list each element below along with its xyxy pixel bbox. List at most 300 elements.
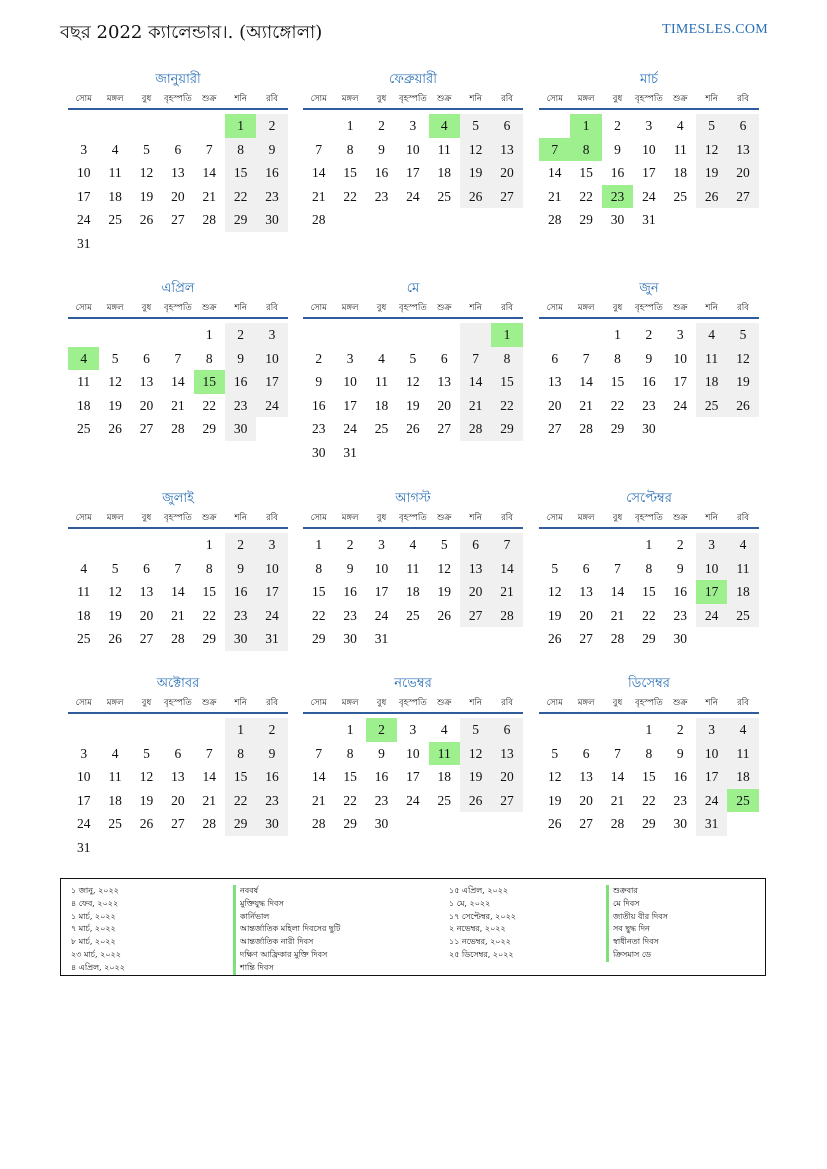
day-cell: 21 — [311, 188, 326, 204]
day-cell: 16 — [225, 580, 256, 604]
month-name: সেপ্টেম্বর — [626, 491, 672, 506]
legend-date: ১১ নভেম্বর, ২০২২ — [449, 937, 511, 947]
day-cell: 30 — [673, 631, 687, 647]
day-cell: 1 — [205, 537, 213, 552]
day-cell: 2 — [645, 327, 653, 342]
day-cell: 7 — [174, 560, 182, 576]
day-cell: 20 — [727, 161, 758, 185]
day-cell: 23 — [343, 607, 357, 623]
day-grid — [68, 114, 288, 256]
day-cell: 10 — [256, 557, 287, 581]
day-cell: 5 — [143, 141, 150, 157]
weekday-label: শুক্র — [202, 698, 217, 708]
day-grid — [303, 323, 523, 465]
day-cell: 5 — [440, 537, 448, 552]
day-cell: 20 — [579, 792, 593, 808]
day-cell: 19 — [139, 188, 154, 204]
day-cell: 27 — [171, 212, 185, 228]
day-cell: 17 — [406, 165, 420, 181]
day-cell: 3 — [80, 745, 88, 761]
holiday-day: 1 — [225, 114, 256, 138]
day-cell: 22 — [225, 185, 256, 209]
weekday-label: সোম — [75, 303, 92, 313]
day-cell: 14 — [579, 374, 593, 390]
weekday-label: মঙ্গল — [106, 513, 124, 523]
day-cell: 17 — [76, 188, 91, 204]
legend-holiday-name: শান্তি দিবস — [233, 962, 340, 975]
day-cell: 9 — [256, 742, 287, 766]
day-cell: 14 — [202, 769, 216, 785]
weekday-header — [68, 90, 288, 110]
day-cell: 9 — [614, 141, 621, 157]
day-cell: 7 — [614, 560, 621, 576]
day-cell: 18 — [696, 370, 727, 394]
weekday-label: শনি — [469, 94, 482, 104]
day-cell: 25 — [673, 188, 687, 204]
day-cell: 9 — [645, 350, 653, 366]
day-cell: 25 — [76, 631, 91, 647]
day-cell: 17 — [406, 769, 420, 785]
legend-date: ১ জানু, ২০২২ — [71, 886, 119, 895]
day-cell: 11 — [727, 742, 758, 766]
weekday-label: মঙ্গল — [106, 303, 124, 313]
day-cell: 31 — [343, 444, 357, 460]
weekday-label: বুধ — [376, 698, 387, 708]
weekday-label: রবি — [501, 513, 513, 523]
day-cell: 11 — [673, 141, 687, 157]
empty-day — [162, 114, 193, 138]
day-cell: 1 — [205, 327, 213, 342]
month-name: নভেম্বর — [394, 676, 432, 691]
weekday-header — [539, 509, 759, 529]
weekday-label: রবি — [501, 698, 513, 708]
empty-day — [99, 533, 130, 557]
day-cell: 5 — [727, 323, 758, 347]
day-cell: 20 — [579, 607, 593, 623]
day-cell: 26 — [460, 185, 491, 209]
weekday-label: সোম — [546, 94, 563, 104]
day-cell: 24 — [76, 816, 91, 832]
weekday-label: বুধ — [141, 94, 152, 104]
day-cell: 11 — [108, 769, 122, 785]
day-grid — [303, 533, 523, 651]
empty-day — [162, 718, 193, 742]
weekday-label: বুধ — [612, 303, 623, 313]
day-cell: 2 — [614, 118, 621, 133]
weekday-label: মঙ্গল — [577, 513, 595, 523]
day-cell: 28 — [202, 212, 216, 228]
weekday-label: রবি — [501, 303, 513, 313]
day-cell: 3 — [409, 118, 417, 133]
day-cell: 22 — [343, 792, 357, 808]
holiday-day: 25 — [727, 789, 758, 813]
day-cell: 16 — [673, 584, 687, 600]
empty-day — [539, 323, 570, 347]
weekday-header — [303, 694, 523, 714]
month-name: এপ্রিল — [161, 281, 195, 296]
weekday-label: বুধ — [612, 698, 623, 708]
weekday-label: সোম — [546, 513, 563, 523]
weekday-label: শনি — [705, 513, 718, 523]
legend-date: ১৭ সেপ্টেম্বর, ২০২২ — [449, 911, 516, 921]
day-cell: 2 — [256, 114, 287, 138]
weekday-header — [68, 299, 288, 319]
day-cell: 24 — [406, 792, 420, 808]
day-cell: 9 — [676, 560, 684, 576]
day-cell: 13 — [171, 165, 185, 181]
day-cell: 8 — [205, 560, 213, 576]
day-cell: 13 — [139, 374, 154, 390]
day-cell: 7 — [614, 745, 621, 761]
day-cell: 25 — [108, 212, 122, 228]
weekday-label: শুক্র — [202, 303, 217, 313]
month-calendar — [68, 70, 288, 256]
weekday-label: শুক্র — [437, 698, 452, 708]
day-cell: 17 — [673, 374, 687, 390]
day-cell: 8 — [491, 347, 522, 371]
legend-date: ৮ মার্চ, ২০২২ — [71, 937, 116, 947]
weekday-label: সোম — [310, 513, 327, 523]
day-cell: 5 — [143, 745, 150, 761]
weekday-label: সোম — [310, 303, 327, 313]
holiday-day: 1 — [491, 323, 522, 347]
day-cell: 8 — [645, 745, 653, 761]
day-cell: 28 — [460, 417, 491, 441]
day-grid — [303, 718, 523, 836]
day-grid — [539, 718, 759, 836]
day-cell: 18 — [673, 165, 687, 181]
day-cell: 13 — [579, 769, 593, 785]
day-cell: 16 — [374, 769, 389, 785]
weekday-label: মঙ্গল — [341, 513, 359, 523]
day-cell: 26 — [696, 185, 727, 209]
legend-holiday-name: সব ছুদ্ধ দিন — [606, 923, 668, 936]
holiday-legend — [60, 878, 766, 976]
day-cell: 3 — [696, 718, 727, 742]
day-cell: 26 — [139, 816, 154, 832]
legend-date: ১ মার্চ, ২০২২ — [71, 911, 116, 921]
day-cell: 12 — [460, 742, 491, 766]
weekday-label: শুক্র — [437, 303, 452, 313]
day-cell: 9 — [225, 557, 256, 581]
day-cell: 26 — [406, 421, 420, 437]
day-cell: 22 — [202, 397, 216, 413]
day-cell: 23 — [642, 397, 656, 413]
holiday-day: 7 — [539, 138, 570, 162]
day-cell: 4 — [727, 718, 758, 742]
day-cell: 10 — [343, 374, 357, 390]
day-cell: 12 — [727, 347, 758, 371]
day-cell: 8 — [225, 138, 256, 162]
day-cell: 5 — [111, 560, 119, 576]
day-cell: 30 — [343, 631, 357, 647]
day-cell: 10 — [696, 557, 727, 581]
day-cell: 10 — [696, 742, 727, 766]
day-cell: 24 — [642, 188, 656, 204]
day-cell: 5 — [460, 718, 491, 742]
day-cell: 19 — [108, 607, 122, 623]
day-cell: 23 — [225, 394, 256, 418]
legend-right-dates — [449, 885, 516, 962]
day-cell: 14 — [547, 165, 562, 181]
day-cell: 29 — [343, 816, 357, 832]
day-cell: 20 — [547, 397, 562, 413]
weekday-header — [539, 90, 759, 110]
weekday-label: বৃহস্পতি — [634, 513, 663, 523]
weekday-label: সোম — [75, 698, 92, 708]
weekday-header — [539, 299, 759, 319]
weekday-label: সোম — [75, 94, 92, 104]
legend-holiday-name: মে দিবস — [606, 898, 668, 911]
weekday-label: মঙ্গল — [577, 94, 595, 104]
weekday-label: শনি — [469, 303, 482, 313]
month-name: জানুয়ারী — [155, 72, 201, 87]
day-cell: 16 — [642, 374, 656, 390]
day-cell: 9 — [256, 138, 287, 162]
holiday-day: 4 — [429, 114, 460, 138]
day-cell: 15 — [579, 165, 593, 181]
weekday-label: রবি — [501, 94, 513, 104]
empty-day — [194, 114, 225, 138]
empty-day — [570, 323, 601, 347]
day-cell: 6 — [582, 745, 590, 761]
day-cell: 23 — [225, 604, 256, 628]
empty-day — [99, 323, 130, 347]
day-cell: 18 — [108, 188, 122, 204]
month-calendar — [539, 70, 759, 232]
weekday-label: শুক্র — [673, 303, 688, 313]
day-cell: 4 — [676, 118, 684, 133]
weekday-label: বৃহস্পতি — [398, 513, 427, 523]
day-cell: 20 — [437, 397, 451, 413]
weekday-label: শনি — [234, 94, 247, 104]
empty-day — [460, 323, 491, 347]
weekday-label: রবি — [266, 698, 278, 708]
day-cell: 8 — [645, 560, 653, 576]
empty-day — [131, 114, 162, 138]
weekday-label: সোম — [75, 513, 92, 523]
month-calendar — [303, 70, 523, 232]
day-cell: 1 — [346, 722, 354, 737]
day-cell: 22 — [343, 188, 357, 204]
day-cell: 6 — [582, 560, 590, 576]
legend-date: ১ মে, ২০২২ — [449, 898, 491, 908]
day-cell: 14 — [311, 165, 326, 181]
day-cell: 2 — [225, 323, 256, 347]
day-cell: 21 — [491, 580, 522, 604]
day-cell: 27 — [727, 185, 758, 209]
weekday-label: শনি — [469, 513, 482, 523]
day-cell: 30 — [311, 444, 326, 460]
day-cell: 23 — [374, 188, 389, 204]
day-cell: 18 — [76, 397, 91, 413]
day-cell: 13 — [437, 374, 451, 390]
day-cell: 27 — [437, 421, 451, 437]
day-cell: 24 — [406, 188, 420, 204]
legend-holiday-name: দক্ষিণ আফ্রিকার মুক্তি দিবস — [233, 949, 340, 962]
day-cell: 27 — [579, 816, 593, 832]
day-cell: 29 — [202, 421, 216, 437]
day-cell: 15 — [225, 765, 256, 789]
day-cell: 22 — [610, 397, 625, 413]
weekday-label: রবি — [266, 513, 278, 523]
day-cell: 1 — [614, 327, 621, 342]
day-cell: 13 — [171, 769, 185, 785]
day-cell: 28 — [610, 816, 625, 832]
empty-day — [539, 718, 570, 742]
day-cell: 3 — [676, 327, 684, 342]
weekday-label: বৃহস্পতি — [634, 698, 663, 708]
weekday-label: মঙ্গল — [106, 698, 124, 708]
month-calendar — [539, 279, 759, 441]
day-cell: 24 — [343, 421, 357, 437]
day-cell: 18 — [374, 397, 389, 413]
weekday-label: বৃহস্পতি — [163, 698, 192, 708]
day-cell: 26 — [139, 212, 154, 228]
empty-day — [68, 533, 99, 557]
day-cell: 3 — [378, 537, 385, 552]
legend-holiday-name: আন্তর্জাতিক মহিলা দিবসের ছুটি — [233, 923, 340, 936]
day-cell: 9 — [346, 560, 354, 576]
day-cell: 10 — [76, 769, 91, 785]
day-cell: 26 — [437, 607, 451, 623]
day-cell: 12 — [108, 374, 122, 390]
day-cell: 25 — [437, 792, 451, 808]
empty-day — [602, 533, 633, 557]
day-cell: 18 — [727, 765, 758, 789]
month-name: আগস্ট — [395, 491, 431, 506]
day-cell: 17 — [256, 370, 287, 394]
day-cell: 19 — [460, 161, 491, 185]
site-link[interactable]: TIMESLES.COM — [662, 22, 768, 37]
weekday-label: বুধ — [141, 698, 152, 708]
weekday-label: মঙ্গল — [341, 303, 359, 313]
empty-day — [131, 718, 162, 742]
day-grid — [539, 323, 759, 441]
day-cell: 20 — [139, 397, 154, 413]
day-cell: 29 — [225, 208, 256, 232]
day-cell: 2 — [378, 118, 385, 133]
weekday-label: শনি — [234, 513, 247, 523]
weekday-label: সোম — [310, 94, 327, 104]
month-name: মে — [406, 281, 420, 296]
weekday-label: শনি — [705, 698, 718, 708]
day-cell: 25 — [437, 188, 451, 204]
day-cell: 23 — [256, 185, 287, 209]
weekday-label: মঙ্গল — [341, 94, 359, 104]
day-cell: 2 — [346, 537, 354, 552]
day-grid — [68, 718, 288, 860]
day-cell: 28 — [491, 604, 522, 628]
day-cell: 11 — [77, 374, 91, 390]
day-cell: 31 — [642, 212, 656, 228]
weekday-label: মঙ্গল — [577, 303, 595, 313]
day-grid — [303, 114, 523, 232]
day-cell: 8 — [346, 745, 354, 761]
day-cell: 11 — [406, 560, 420, 576]
day-cell: 17 — [642, 165, 656, 181]
day-cell: 7 — [174, 350, 182, 366]
day-cell: 29 — [491, 417, 522, 441]
day-cell: 11 — [374, 374, 388, 390]
day-cell: 26 — [108, 421, 122, 437]
empty-day — [429, 323, 460, 347]
day-cell: 26 — [547, 631, 562, 647]
weekday-label: বুধ — [141, 513, 152, 523]
empty-day — [397, 323, 428, 347]
day-cell: 28 — [311, 212, 326, 228]
day-grid — [539, 533, 759, 651]
day-cell: 21 — [547, 188, 562, 204]
holiday-day: 8 — [570, 138, 601, 162]
day-cell: 31 — [374, 631, 389, 647]
weekday-label: রবি — [737, 303, 749, 313]
month-name: জুন — [639, 281, 659, 296]
day-grid — [68, 533, 288, 651]
empty-day — [366, 323, 397, 347]
weekday-label: শুক্র — [673, 698, 688, 708]
day-cell: 11 — [437, 141, 451, 157]
month-calendar — [539, 489, 759, 651]
day-cell: 19 — [460, 765, 491, 789]
day-cell: 28 — [547, 212, 562, 228]
weekday-label: শনি — [705, 94, 718, 104]
day-cell: 17 — [374, 584, 389, 600]
month-name: অক্টোবর — [156, 676, 200, 691]
day-cell: 15 — [610, 374, 625, 390]
weekday-label: মঙ্গল — [577, 698, 595, 708]
day-cell: 18 — [437, 165, 451, 181]
day-cell: 7 — [315, 745, 323, 761]
legend-date: ২ নভেম্বর, ২০২২ — [449, 924, 506, 934]
weekday-label: বৃহস্পতি — [398, 303, 427, 313]
day-cell: 11 — [696, 347, 727, 371]
day-cell: 2 — [676, 722, 684, 737]
legend-holiday-name: স্বাধীনতা দিবস — [606, 936, 668, 949]
weekday-header — [303, 299, 523, 319]
day-cell: 7 — [205, 141, 213, 157]
day-cell: 25 — [108, 816, 122, 832]
day-cell: 21 — [171, 607, 185, 623]
day-cell: 17 — [256, 580, 287, 604]
day-cell: 16 — [343, 584, 357, 600]
day-cell: 20 — [171, 792, 185, 808]
weekday-label: বুধ — [612, 513, 623, 523]
day-cell: 6 — [727, 114, 758, 138]
day-cell: 22 — [579, 188, 593, 204]
day-cell: 30 — [673, 816, 687, 832]
day-cell: 13 — [139, 584, 154, 600]
day-cell: 29 — [642, 816, 656, 832]
day-cell: 29 — [610, 421, 625, 437]
day-cell: 9 — [378, 141, 385, 157]
day-cell: 13 — [491, 742, 522, 766]
empty-day — [99, 114, 130, 138]
day-cell: 7 — [205, 745, 213, 761]
day-cell: 2 — [676, 537, 684, 552]
holiday-day: 17 — [696, 580, 727, 604]
day-cell: 25 — [374, 421, 389, 437]
day-cell: 7 — [315, 141, 323, 157]
day-cell: 24 — [76, 212, 91, 228]
month-name: মার্চ — [639, 72, 658, 87]
day-cell: 1 — [645, 537, 653, 552]
day-cell: 22 — [311, 607, 326, 623]
day-cell: 31 — [76, 839, 91, 855]
day-cell: 14 — [491, 557, 522, 581]
empty-day — [68, 323, 99, 347]
day-cell: 19 — [547, 607, 562, 623]
